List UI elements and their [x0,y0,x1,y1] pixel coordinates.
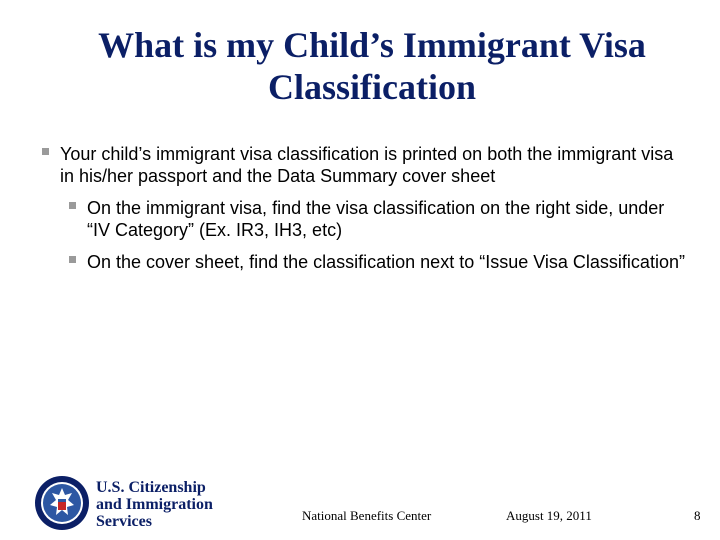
slide-footer [0,466,720,536]
sub-bullet-text: On the immigrant visa, find the visa classification on the right side, under “IV Category” (Ex. IR3, IH3, etc) [87,198,665,240]
dhs-seal-icon [34,475,90,531]
footer-center-text: National Benefits Center [302,508,432,523]
square-bullet-icon [42,148,49,155]
title-line-2: Classification [267,67,476,107]
page-number: 8 [694,508,701,523]
slide-title [40,24,704,108]
square-bullet-icon [69,202,76,209]
agency-line-2: and Immigration [96,496,213,513]
square-bullet-icon [69,256,76,263]
agency-line-1: U.S. Citizenship [96,479,206,496]
bullet-item [40,143,690,187]
agency-line-3: Services [96,513,152,530]
title-line-1: What is my Child’s Immigrant Visa [98,25,646,65]
agency-name [96,479,213,530]
bullet-text: Your child’s immigrant visa classification is printed on both the immigrant visa in his/her passport and the Data Summary cover sheet [60,144,674,186]
sub-bullet-item [40,251,690,273]
bullet-list [40,143,690,273]
sub-bullet-item [40,197,690,241]
footer-date: August 19, 2011 [506,508,592,523]
sub-bullet-text: On the cover sheet, find the classification next to “Issue Visa Classification” [87,252,685,272]
